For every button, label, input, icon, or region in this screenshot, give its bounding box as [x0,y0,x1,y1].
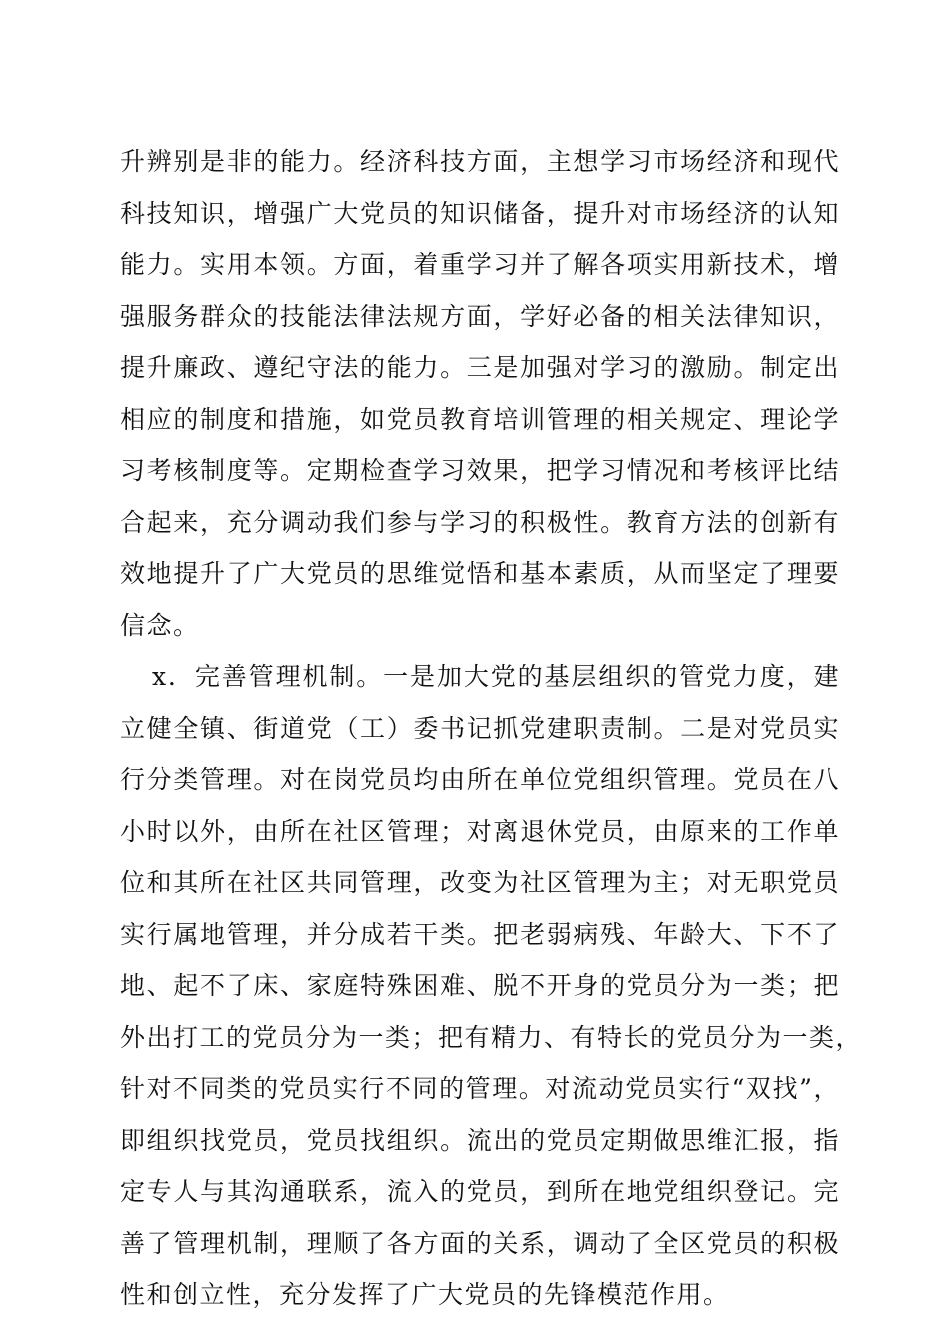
text-line: 位和其所在社区共同管理，改变为社区管理为主；对无职党员 [120,868,840,897]
text-line: 强服务群众的技能法律法规方面，学好必备的相关法律知识， [120,301,840,331]
text-line: 针对不同类的党员实行不同的管理。对流动党员实行“双找”， [120,1074,840,1103]
text-line: 小时以外，由所在社区管理；对离退休党员，由原来的工作单 [120,816,840,846]
paragraph-learning [120,136,840,651]
text-line: 地、起不了床、家庭特殊困难、脱不开身的党员分为一类；把 [120,971,840,1000]
text-line: 外出打工的党员分为一类；把有精力、有特长的党员分为一类， [120,1022,863,1052]
text-line: 相应的制度和措施，如党员教育培训管理的相关规定、理论学 [120,404,840,434]
text-line: 效地提升了广大党员的思维觉悟和基本素质，从而坚定了理要 [120,559,840,588]
text-line: 实行属地管理，并分成若干类。把老弱病残、年龄大、下不了 [120,919,840,949]
text-line: 升辨别是非的能力。经济科技方面，主想学习市场经济和现代 [120,147,840,176]
text-line: 科技知识，增强广大党员的知识储备，提升对市场经济的认知 [120,198,840,228]
text-line: 立健全镇、街道党（工）委书记抓党建职责制。二是对党员实 [120,713,840,743]
text-line: 性和创立性，充分发挥了广大党员的先锋模范作用。 [120,1280,730,1309]
text-line: x．完善管理机制。一是加大党的基层组织的管党力度，建 [152,662,840,691]
body-text [120,136,863,1321]
text-line: 能力。实用本领。方面，着重学习并了解各项实用新技术，增 [120,250,840,279]
text-line: 行分类管理。对在岗党员均由所在单位党组织管理。党员在八 [120,765,840,794]
text-line: 习考核制度等。定期检查学习效果，把学习情况和考核评比结 [120,456,840,485]
text-line: 定专人与其沟通联系，流入的党员，到所在地党组织登记。完 [120,1177,840,1206]
text-line: 合起来，充分调动我们参与学习的积极性。教育方法的创新有 [120,507,840,537]
text-line: 信念。 [120,610,200,640]
text-line: 提升廉政、遵纪守法的能力。三是加强对学习的激励。制定出 [120,353,840,382]
text-line: 善了管理机制，理顺了各方面的关系，调动了全区党员的积极 [120,1228,840,1258]
text-line: 即组织找党员，党员找组织。流出的党员定期做思维汇报，指 [120,1125,840,1155]
paragraph-management [120,651,863,1321]
